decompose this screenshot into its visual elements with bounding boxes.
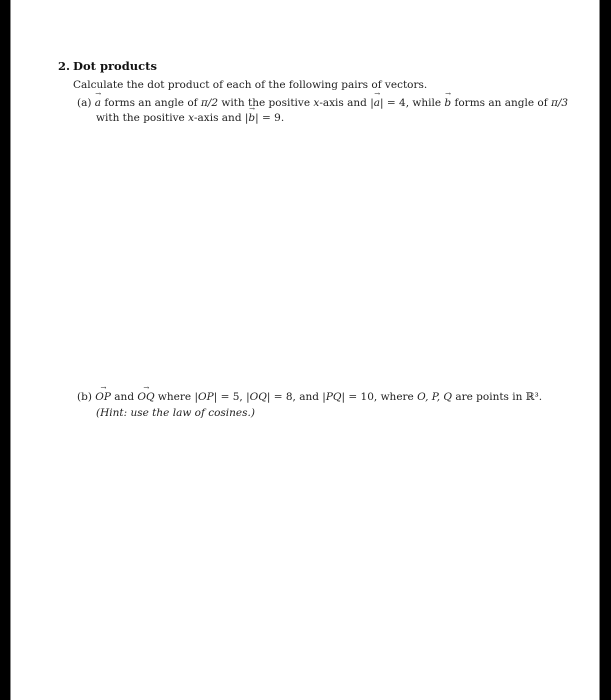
problem-instruction: Calculate the dot product of each of the following pairs of vectors.: [73, 79, 428, 91]
vector-a: → a: [95, 98, 101, 109]
angle-value: π/3: [550, 97, 569, 109]
part-b-hint: (Hint: use the law of cosines.): [96, 407, 255, 419]
text: | = 10, where: [341, 391, 418, 403]
text: .: [538, 391, 543, 403]
math-pq: PQ: [325, 391, 342, 403]
text: with the positive: [218, 97, 314, 109]
vector-b: → b: [444, 98, 451, 109]
text: -axis and |: [193, 112, 249, 124]
text: | = 8, and |: [266, 391, 326, 403]
part-b-label: (b): [77, 391, 92, 403]
vector-b: → b: [248, 113, 255, 124]
text: are points in: [452, 391, 526, 403]
angle-value: π/2: [200, 97, 218, 109]
vector-a: → a: [374, 98, 380, 109]
vector-oq: → OQ: [137, 392, 154, 403]
math-oq: OQ: [249, 391, 267, 403]
text: where |: [154, 391, 199, 403]
math-r3: ℝ³: [525, 391, 539, 403]
math-points: O, P, Q: [417, 391, 452, 403]
text: | = 4, while: [380, 97, 445, 109]
x-variable: x: [188, 112, 194, 124]
part-a-line-2: [96, 113, 284, 124]
part-a-line-1: [77, 98, 568, 109]
text: forms an angle of: [451, 97, 551, 109]
part-b-line-1: [77, 392, 542, 403]
text: | = 9.: [255, 112, 285, 124]
math-op: OP: [198, 391, 214, 403]
text: forms an angle of: [101, 97, 201, 109]
problem-title: Dot products: [73, 59, 157, 73]
x-variable: x: [313, 97, 320, 109]
part-a-label: (a): [77, 97, 92, 109]
text: | = 5, |: [213, 391, 250, 403]
vector-op: → OP: [95, 392, 111, 403]
text: and: [110, 391, 138, 403]
text: with the positive: [96, 112, 189, 124]
problem-number: 2.: [58, 59, 71, 73]
text: -axis and |: [319, 97, 374, 109]
